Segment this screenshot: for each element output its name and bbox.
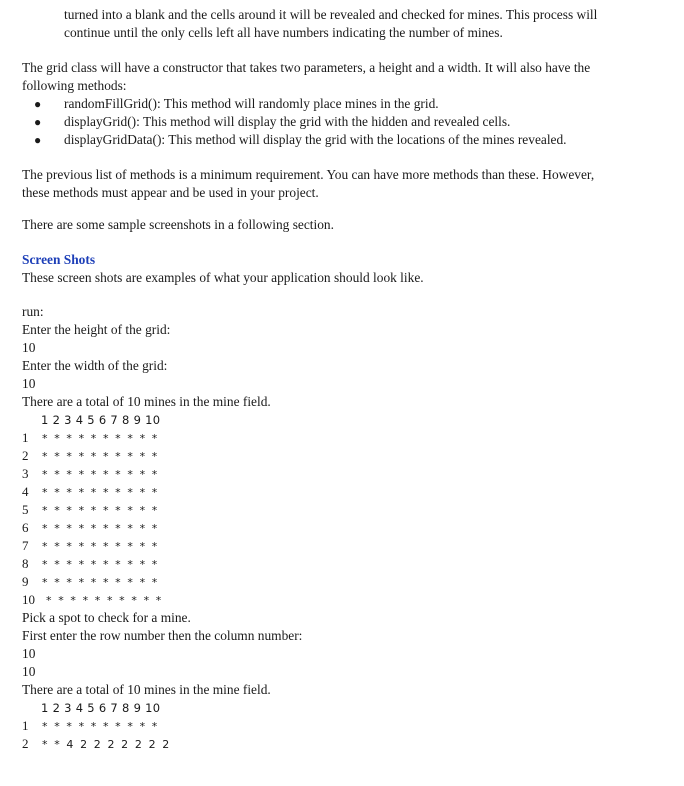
grid-row [22, 483, 662, 501]
grid-row [22, 735, 662, 753]
grid-row [22, 573, 662, 591]
row-value: 10 [22, 646, 36, 661]
width-prompt: Enter the width of the grid: [22, 358, 168, 373]
row-col-prompt: First enter the row number then the column number: [22, 628, 303, 643]
grid-row-number: 5 [22, 502, 29, 517]
screen-shots-heading: Screen Shots [22, 252, 96, 267]
grid-row [22, 537, 662, 555]
grid-row-number: 2 [22, 448, 29, 463]
bullet-icon: ● [34, 115, 42, 129]
grid-row-number: 1 [22, 430, 29, 445]
grid-row-number: 10 [22, 592, 35, 607]
grid-row-cells: * * * * * * * * * * [42, 522, 159, 535]
grid-column-header-2: 1 2 3 4 5 6 7 8 9 10 [41, 701, 161, 715]
grid-row-cells: * * * * * * * * * * [42, 540, 159, 553]
grid-row [22, 519, 662, 537]
grid-row [22, 501, 662, 519]
height-prompt: Enter the height of the grid: [22, 322, 171, 337]
intro-line-1: turned into a blank and the cells around it will be revealed and checked for mines. This process will [64, 7, 598, 22]
grid-class-line-2: following methods: [22, 78, 127, 93]
mines-total-2: There are a total of 10 mines in the mine field. [22, 682, 271, 697]
grid-row-cells: * * * * * * * * * * [42, 558, 159, 571]
grid-row-number: 7 [22, 538, 29, 553]
grid-row-cells: * * * * * * * * * * [42, 432, 159, 445]
grid-row [22, 717, 662, 735]
grid-class-line-1: The grid class will have a constructor that takes two parameters, a height and a width. It will also have the [22, 60, 591, 75]
grid-column-header: 1 2 3 4 5 6 7 8 9 10 [41, 413, 161, 427]
pick-prompt: Pick a spot to check for a mine. [22, 610, 191, 625]
grid-row [22, 429, 662, 447]
method-text: displayGrid(): This method will display the grid with the hidden and revealed cells. [64, 114, 511, 129]
grid-row [22, 447, 662, 465]
method-text: displayGridData(): This method will display the grid with the locations of the mines revealed. [64, 132, 567, 147]
bullet-icon: ● [34, 133, 42, 147]
grid-row [22, 465, 662, 483]
grid-row-number: 9 [22, 574, 29, 589]
grid-row-cells: * * * * * * * * * * [42, 486, 159, 499]
requirement-line-1: The previous list of methods is a minimum requirement. You can have more methods than these. However, [22, 167, 595, 182]
grid-row-number: 8 [22, 556, 29, 571]
grid-row-cells: * * * * * * * * * * [42, 504, 159, 517]
grid-display-1 [22, 429, 662, 609]
grid-row-number: 3 [22, 466, 29, 481]
grid-row [22, 555, 662, 573]
screenshots-intro: There are some sample screenshots in a following section. [22, 217, 334, 232]
grid-row-cells: * * * * * * * * * * [46, 594, 163, 607]
methods-list [22, 95, 662, 149]
width-value: 10 [22, 376, 36, 391]
grid-display-2 [22, 717, 662, 753]
grid-row-cells: * * 4 2 2 2 2 2 2 2 [42, 738, 171, 751]
grid-row-cells: * * * * * * * * * * [42, 576, 159, 589]
intro-line-2: continue until the only cells left all have numbers indicating the number of mines. [64, 25, 503, 40]
grid-row-cells: * * * * * * * * * * [42, 468, 159, 481]
requirement-line-2: these methods must appear and be used in your project. [22, 185, 319, 200]
grid-row-number: 1 [22, 718, 29, 733]
method-item [22, 131, 662, 149]
grid-row-cells: * * * * * * * * * * [42, 720, 159, 733]
method-text: randomFillGrid(): This method will randomly place mines in the grid. [64, 96, 439, 111]
grid-row-number: 2 [22, 736, 29, 751]
grid-row [22, 591, 662, 609]
method-item [22, 95, 662, 113]
method-item [22, 113, 662, 131]
screenshots-description: These screen shots are examples of what your application should look like. [22, 270, 424, 285]
mines-total: There are a total of 10 mines in the mine field. [22, 394, 271, 409]
col-value: 10 [22, 664, 36, 679]
height-value: 10 [22, 340, 36, 355]
grid-row-cells: * * * * * * * * * * [42, 450, 159, 463]
grid-row-number: 4 [22, 484, 29, 499]
bullet-icon: ● [34, 97, 42, 111]
grid-row-number: 6 [22, 520, 29, 535]
console-run: run: [22, 304, 44, 319]
console-output [22, 303, 662, 753]
